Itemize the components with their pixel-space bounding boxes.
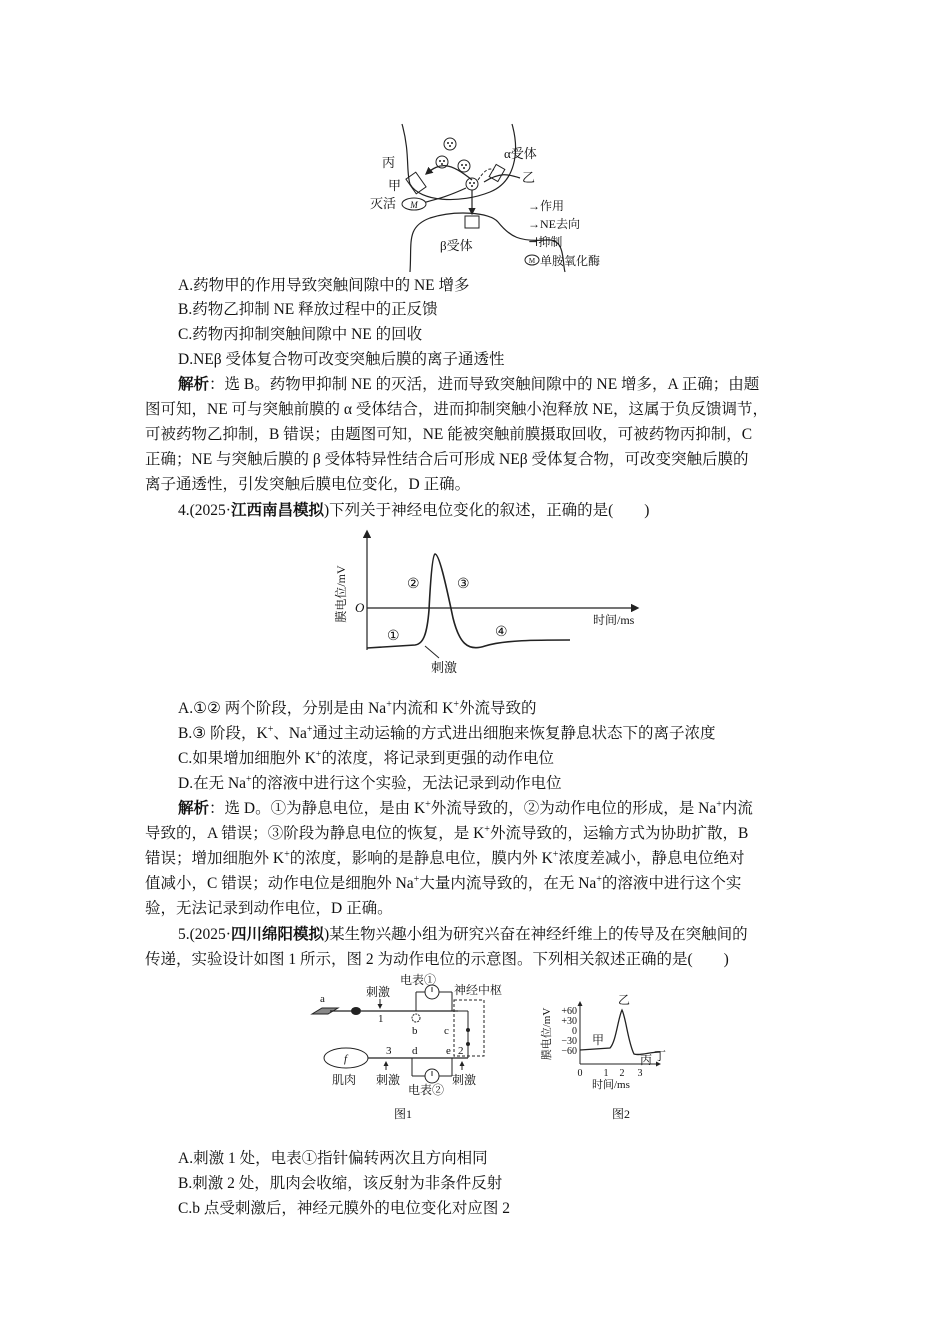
xtick-0: 0 [577,1068,583,1079]
label-jia-2: 甲 [592,1033,605,1047]
label-1: 1 [378,1013,384,1025]
xtick-1: 1 [603,1068,609,1079]
ytick-4: −60 [561,1046,577,1057]
q4-option-c: C.如果增加细胞外 K+的浓度，将记录到更强的动作电位 [178,748,554,767]
q4-option-b: B.③ 阶段，K+、Na+通过主动运输的方式进出细胞来恢复静息状态下的离子浓度 [178,723,716,742]
label-d: d [412,1045,418,1057]
label-2: 2 [458,1045,464,1057]
legend-1: →作用 [528,199,565,213]
q3-option-d: D.NEβ 受体复合物可改变突触后膜的离子通透性 [178,351,505,368]
label-stim-top: 刺激 [366,985,391,999]
ap-stim-label: 刺激 [431,660,458,675]
legend-3: ⊣抑制 [528,235,563,249]
ap-origin: O [355,600,365,615]
label-bing: 丙 [382,155,396,170]
fig1-caption: 图1 [394,1107,413,1121]
q4-stem: 4.(2025·江西南昌模拟)下列关于神经电位变化的叙述，正确的是( ) [178,502,650,519]
stim-pointer [425,646,439,658]
small-ylabel: 膜电位/mV [541,1007,553,1061]
q3-option-b: B.药物乙抑制 NE 释放过程中的正反馈 [178,301,438,318]
label-yi-2: 乙 [618,993,631,1007]
action-potential-chart [335,530,645,680]
reflex-arc-diagram [308,972,508,1122]
q3-option-a: A.药物甲的作用导致突触间隙中的 NE 增多 [178,277,470,294]
label-f: f [344,1053,348,1065]
ytick-1: +30 [561,1016,577,1027]
legend-4: 单胺氧化酶 [540,254,601,268]
q4-analysis-line4: 值减小，C 错误；动作电位是细胞外 Na+大量内流导致的，在无 Na+的溶液中进行这个实 [145,873,742,892]
ytick-0: +60 [561,1006,577,1017]
ganglion [351,1007,361,1015]
ap-stage4: ④ [495,625,508,640]
q5-option-b: B.刺激 2 处，肌肉会收缩，该反射为非条件反射 [178,1175,503,1192]
q4-analysis-line2: 导致的，A 错误；③阶段为静息电位的恢复，是 K+外流导致的，运输方式为协助扩散，B [145,823,749,842]
ytick-2: 0 [572,1026,577,1037]
label-bing-2: 丙 [640,1053,653,1067]
q3-option-c: C.药物丙抑制突触间隙中 NE 的回收 [178,326,423,343]
q3-analysis-line2: 图可知，NE 可与突触前膜的 α 受体结合，进而抑制突触小泡释放 NE，这属于负反馈调节， [145,401,768,418]
label-jia: 甲 [388,178,402,193]
q5-option-a: A.刺激 1 处，电表①指针偏转两次且方向相同 [178,1150,488,1167]
q4-analysis-line1: 解析：选 D。①为静息电位，是由 K+外流导致的，②为动作电位的形成，是 Na+内流 [178,798,753,817]
label-stim-3: 刺激 [376,1073,401,1087]
label-meter1: 电表① [400,973,437,987]
legend-mao-letter: M [528,257,536,265]
label-muscle: 肌肉 [332,1073,357,1087]
q4-analysis-line3: 错误；增加细胞外 K+的浓度，影响的是静息电位，膜内外 K+浓度差减小，静息电位绝对 [145,848,745,867]
ap-ylabel: 膜电位/mV [334,565,348,623]
q3-analysis-line1: 解析：选 B。药物甲抑制 NE 的灭活，进而导致突触间隙中的 NE 增多，A 正确；由题 [178,376,760,393]
label-beta: β受体 [440,238,473,253]
label-b: b [412,1025,418,1037]
label-miehuo: 灭活 [370,196,397,211]
label-c: c [444,1025,449,1037]
q3-analysis-line3: 可被药物乙抑制，B 错误；由题图可知，NE 能被突触前膜摄取回收，可被药物丙抑制，C [145,426,753,443]
ap-xlabel: 时间/ms [593,613,635,627]
fig2-caption: 图2 [612,1107,631,1121]
q3-analysis-line5: 离子通透性，引发突触后膜电位变化，D 正确。 [145,476,471,493]
mao-label: M [410,200,418,210]
label-meter2: 电表② [408,1083,445,1097]
ap-stage2: ② [407,577,420,592]
label-e: e [446,1045,451,1057]
label-a: a [320,993,325,1005]
q4-option-d: D.在无 Na+的溶液中进行这个实验，无法记录到动作电位 [178,773,562,792]
label-alpha: α受体 [504,146,537,161]
q5-stem-line1: 5.(2025·四川绵阳模拟)某生物兴趣小组为研究兴奋在神经纤维上的传导及在突触间的 [178,926,748,943]
xtick-2: 2 [619,1068,625,1079]
q3-analysis-line4: 正确；NE 与突触后膜的 β 受体特异性结合后可形成 NEβ 受体复合物，可改变突触后膜的 [145,451,749,468]
label-ding-2: 丁 [654,1049,667,1063]
potential-small-chart [540,972,710,1122]
ap-stage3: ③ [457,577,470,592]
ap-stage1: ① [387,629,400,644]
q4-analysis-line5: 验，无法记录到动作电位，D 正确。 [145,900,393,917]
q5-stem-line2: 传递，实验设计如图 1 所示，图 2 为动作电位的示意图。下列相关叙述正确的是( ) [145,951,729,968]
ytick-3: −30 [561,1036,577,1047]
label-yi: 乙 [522,170,536,185]
xtick-3: 3 [637,1068,643,1079]
label-nerve-center: 神经中枢 [454,983,503,997]
label-stim-2: 刺激 [452,1073,477,1087]
label-3: 3 [386,1045,392,1057]
legend-2: →NE去向 [528,217,580,231]
synapse-diagram [370,122,650,272]
q5-option-c: C.b 点受刺激后，神经元膜外的电位变化对应图 2 [178,1200,510,1217]
q4-option-a: A.①② 两个阶段，分别是由 Na+内流和 K+外流导致的 [178,698,537,717]
small-xlabel: 时间/ms [592,1079,630,1091]
